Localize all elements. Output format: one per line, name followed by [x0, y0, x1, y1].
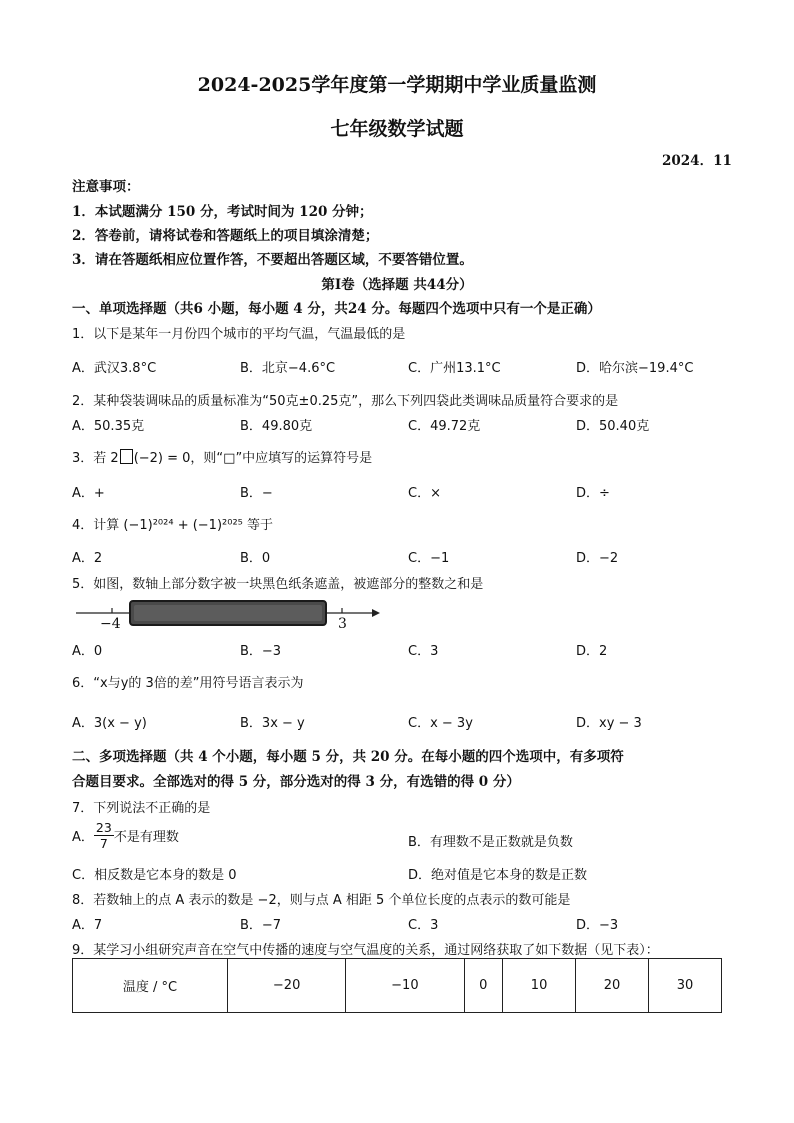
q6-option-c: C．x − 3y	[408, 716, 473, 731]
table-cell: 0	[464, 959, 503, 1013]
q6-option-a: A．3(x − y)	[72, 716, 147, 731]
q3-stem	[72, 447, 372, 466]
table-cell: 30	[649, 959, 722, 1013]
q2-option-b: B．49.80克	[240, 419, 313, 434]
table-header-cell: 温度 / °C	[73, 959, 228, 1013]
q5-option-b: B．−3	[240, 644, 282, 659]
q6-option-b: B．3x − y	[240, 716, 305, 731]
q7-option-a-text: 不是有理数	[113, 830, 179, 845]
q4-option-d: D．−2	[576, 551, 619, 566]
section2-title-line2: 合题目要求。全部选对的得 5 分，部分选对的得 3 分，有选错的得 0 分）	[72, 774, 520, 790]
note-item: 3．请在答题纸相应位置作答，不要超出答题区域，不要答错位置。	[72, 252, 473, 268]
q4-stem: 4．计算 (−1)²⁰²⁴ + (−1)²⁰²⁵ 等于	[72, 518, 273, 533]
exam-title: 2024-2025学年度第一学期期中学业质量监测	[197, 74, 597, 96]
blank-box-icon	[120, 449, 133, 464]
q7-option-a	[72, 820, 179, 851]
q5-stem: 5．如图，数轴上部分数字被一块黑色纸条遮盖，被遮部分的整数之和是	[72, 577, 484, 592]
q3-option-b: B．−	[240, 486, 273, 501]
q6-option-d: D．xy − 3	[576, 716, 642, 731]
q6-stem: 6．“x与y的 3倍的差”用符号语言表示为	[72, 676, 304, 691]
notes-heading: 注意事项：	[72, 179, 140, 195]
q1-option-a: A．武汉3.8°C	[72, 361, 157, 376]
table-cell: 10	[503, 959, 576, 1013]
q2-stem: 2．某种袋装调味品的质量标准为“50克±0.25克”，那么下列四袋此类调味品质量符合要求的是	[72, 394, 619, 409]
q2-option-a: A．50.35克	[72, 419, 145, 434]
q5-option-c: C．3	[408, 644, 439, 659]
q3-option-d: D．÷	[576, 486, 610, 501]
q7-option-b: B．有理数不是正数就是负数	[408, 835, 573, 850]
axis-label-right: 3	[338, 616, 347, 630]
table-cell: −20	[228, 959, 346, 1013]
q7-option-a-label: A．	[72, 830, 94, 845]
q5-option-d: D．2	[576, 644, 608, 659]
note-item: 1．本试题满分 150 分，考试时间为 120 分钟；	[72, 204, 373, 220]
arrow-icon	[372, 609, 380, 617]
q1-option-b: B．北京−4.6°C	[240, 361, 336, 376]
strip-texture	[134, 605, 322, 621]
q4-option-a: A．2	[72, 551, 103, 566]
fraction-numerator: 23	[95, 820, 112, 835]
q8-option-c: C．3	[408, 918, 439, 933]
temperature-table	[72, 958, 722, 1013]
exam-subtitle: 七年级数学试题	[330, 118, 464, 140]
q3-stem-pre: 3．若 2	[72, 451, 119, 466]
fraction	[94, 820, 114, 851]
q3-option-a: A．+	[72, 486, 105, 501]
q8-stem: 8．若数轴上的点 A 表示的数是 −2，则与点 A 相距 5 个单位长度的点表示的数可能是	[72, 893, 571, 908]
q7-stem: 7．下列说法不正确的是	[72, 801, 211, 816]
q1-option-d: D．哈尔滨−19.4°C	[576, 361, 694, 376]
q4-option-b: B．0	[240, 551, 271, 566]
q8-option-a: A．7	[72, 918, 103, 933]
note-item: 2．答卷前，请将试卷和答题纸上的项目填涂清楚；	[72, 228, 379, 244]
number-line-figure	[72, 596, 382, 630]
table-cell: −10	[346, 959, 464, 1013]
q8-option-b: B．−7	[240, 918, 282, 933]
axis-label-left: −4	[100, 616, 121, 630]
q4-option-c: C．−1	[408, 551, 450, 566]
q5-option-a: A．0	[72, 644, 103, 659]
q1-option-c: C．广州13.1°C	[408, 361, 501, 376]
part1-title: 第Ⅰ卷（选择题 共44分）	[321, 277, 473, 293]
table-cell: 20	[576, 959, 649, 1013]
q1-stem: 1．以下是某年一月份四个城市的平均气温，气温最低的是	[72, 327, 406, 342]
q7-option-c: C．相反数是它本身的数是 0	[72, 868, 237, 883]
q9-stem: 9．某学习小组研究声音在空气中传播的速度与空气温度的关系，通过网络获取了如下数据（见下表）：	[72, 943, 659, 958]
section1-title: 一、单项选择题（共6 小题，每小题 4 分，共24 分。每题四个选项中只有一个是正确）	[72, 301, 601, 317]
q2-option-d: D．50.40克	[576, 419, 650, 434]
section2-title-line1: 二、多项选择题（共 4 个小题，每小题 5 分，共 20 分。在每小题的四个选项中，有多项符	[72, 749, 624, 765]
q8-option-d: D．−3	[576, 918, 619, 933]
q3-option-c: C．×	[408, 486, 441, 501]
q2-option-c: C．49.72克	[408, 419, 481, 434]
table-row	[73, 959, 722, 1013]
q7-option-d: D．绝对值是它本身的数是正数	[408, 868, 588, 883]
q3-stem-post: (−2) = 0，则“□”中应填写的运算符号是	[133, 451, 373, 466]
fraction-denominator: 7	[99, 836, 108, 851]
exam-date: 2024．11	[662, 153, 732, 169]
